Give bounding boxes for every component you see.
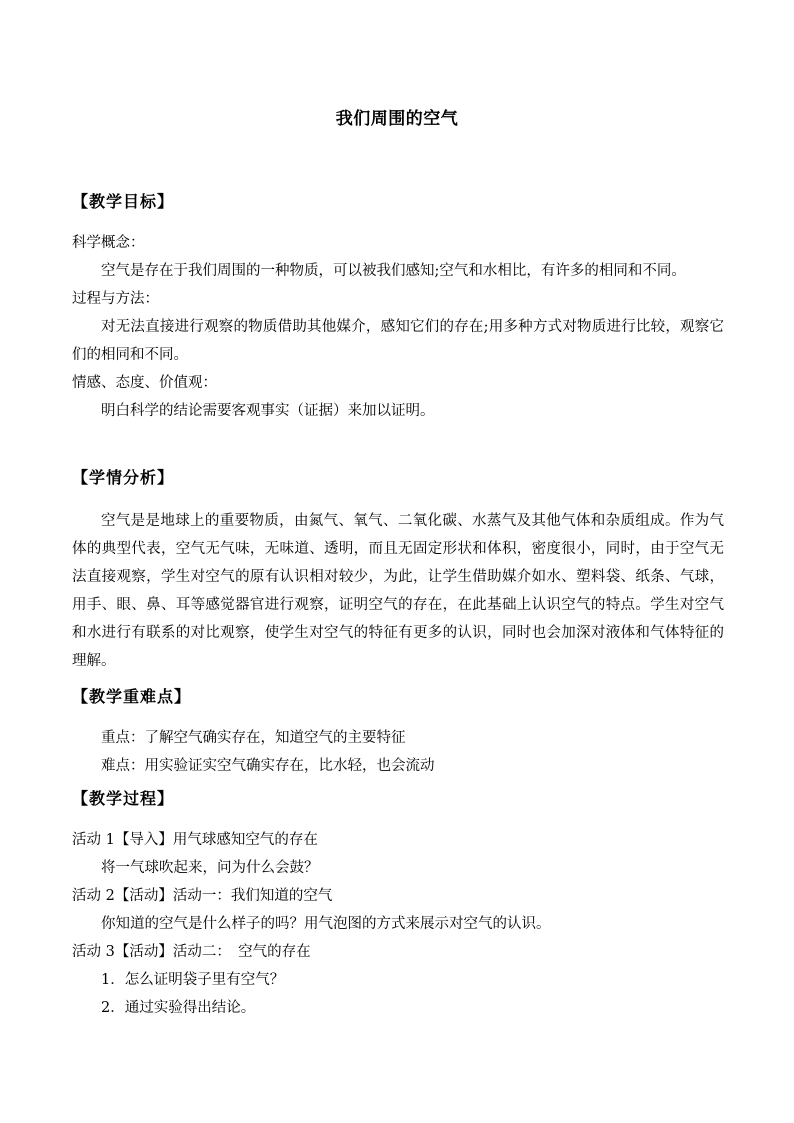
process-body: [72, 826, 724, 1022]
emotion-label: 情感、态度、价值观：: [72, 375, 217, 391]
section-heading-process: 【教学过程】: [72, 789, 175, 808]
section-goals: [72, 188, 724, 216]
activity-1-text: 将一气球吹起来，问为什么会鼓？: [101, 860, 319, 876]
concept-label: 科学概念：: [72, 235, 145, 251]
activity-2-text: 你知道的空气是什么样子的吗？用气泡图的方式来展示对空气的认识。: [101, 916, 551, 932]
key-point: 重点：了解空气确实存在，知道空气的主要特征: [101, 730, 406, 746]
process-text: 对无法直接进行观察的物质借助其他媒介，感知它们的存在;用多种方式对物质进行比较，观察它们的相同和不同。: [72, 319, 724, 363]
activity-1-title: 活动 1【导入】用气球感知空气的存在: [72, 832, 318, 848]
activity-3-item-2: 2．通过实验得出结论。: [101, 1000, 256, 1016]
section-key-points: [72, 683, 724, 711]
section-heading-key-points: 【教学重难点】: [72, 687, 192, 706]
analysis-text: 空气是是地球上的重要物质，由氮气、氧气、二氧化碳、水蒸气及其他气体和杂质组成。作为气体的典型代表，空气无气味，无味道、透明，而且无固定形状和体积，密度很小，同时，由于空气无法直接观察，学生对空气的原有认识相对较少，为此，让学生借助媒介如水、塑料袋、纸条、气球，用手、眼、鼻、耳等感觉器官进行观察，证明空气的存在，在此基础上认识空气的特点。学生对空气和水进行有联系的对比观察，使学生对空气的特征有更多的认识，同时也会加深对液体和气体特征的理解。: [72, 513, 724, 669]
concept-text: 空气是存在于我们周围的一种物质，可以被我们感知;空气和水相比，有许多的相同和不同。: [101, 263, 686, 279]
process-label: 过程与方法：: [72, 291, 159, 307]
activity-3-title: 活动 3【活动】活动二： 空气的存在: [72, 944, 311, 960]
analysis-body: [72, 507, 724, 675]
document-title: 我们周围的空气: [335, 109, 459, 129]
difficult-point: 难点：用实验证实空气确实存在，比水轻，也会流动: [101, 758, 435, 774]
section-heading-goals: 【教学目标】: [72, 192, 175, 211]
section-heading-analysis: 【学情分析】: [72, 468, 175, 487]
emotion-text: 明白科学的结论需要客观事实（证据）来加以证明。: [101, 403, 435, 419]
section-analysis: [72, 464, 724, 492]
activity-2-title: 活动 2【活动】活动一：我们知道的空气: [72, 888, 333, 904]
activity-3-item-1: 1．怎么证明袋子里有空气？: [101, 972, 285, 988]
goals-body: [72, 229, 724, 425]
section-process: [72, 785, 724, 813]
key-points-body: [72, 724, 724, 780]
